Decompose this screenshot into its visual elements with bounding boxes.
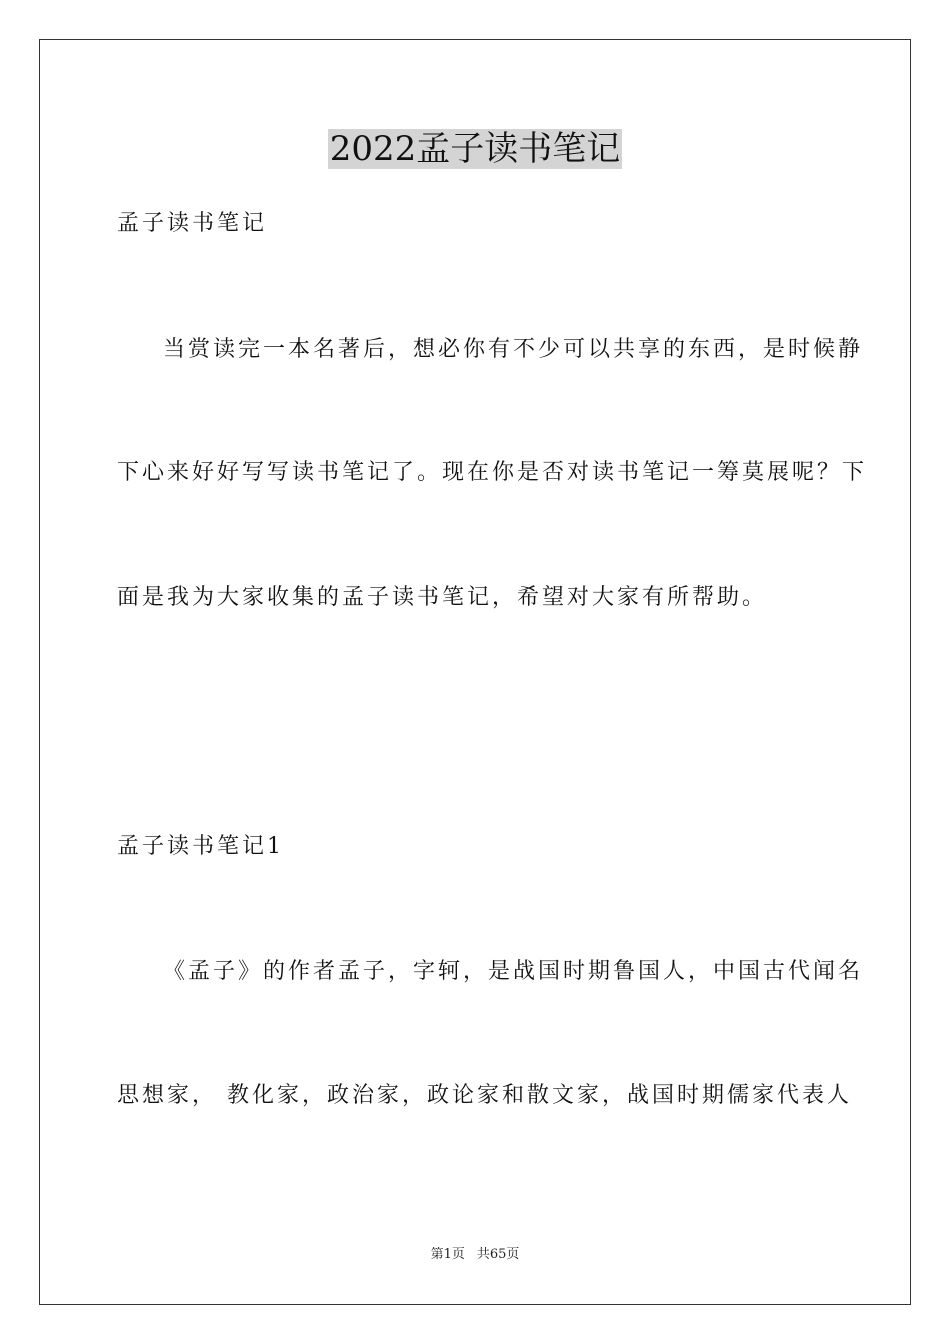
section-heading: 孟子读书笔记1 bbox=[117, 834, 284, 859]
paragraph-line: 思想家， 教化家，政治家，政论家和散文家，战国时期儒家代表人 bbox=[117, 1083, 852, 1108]
paragraph-line: 下心来好好写写读书笔记了。现在你是否对读书笔记一筹莫展呢？下 bbox=[117, 460, 868, 485]
page-total: 共65页 bbox=[476, 1247, 520, 1262]
paragraph-line: 当赏读完一本名著后，想必你有不少可以共享的东西，是时候静 bbox=[163, 337, 864, 362]
document-title bbox=[0, 126, 950, 172]
title-text: 2022孟子读书笔记 bbox=[329, 129, 621, 169]
page-number: 第1页 bbox=[430, 1247, 465, 1262]
page-footer bbox=[0, 1246, 950, 1264]
section-heading: 孟子读书笔记 bbox=[117, 211, 268, 236]
paragraph-line: 《孟子》的作者孟子，字轲，是战国时期鲁国人，中国古代闻名 bbox=[163, 959, 864, 984]
paragraph-line: 面是我为大家收集的孟子读书笔记，希望对大家有所帮助。 bbox=[117, 585, 768, 610]
